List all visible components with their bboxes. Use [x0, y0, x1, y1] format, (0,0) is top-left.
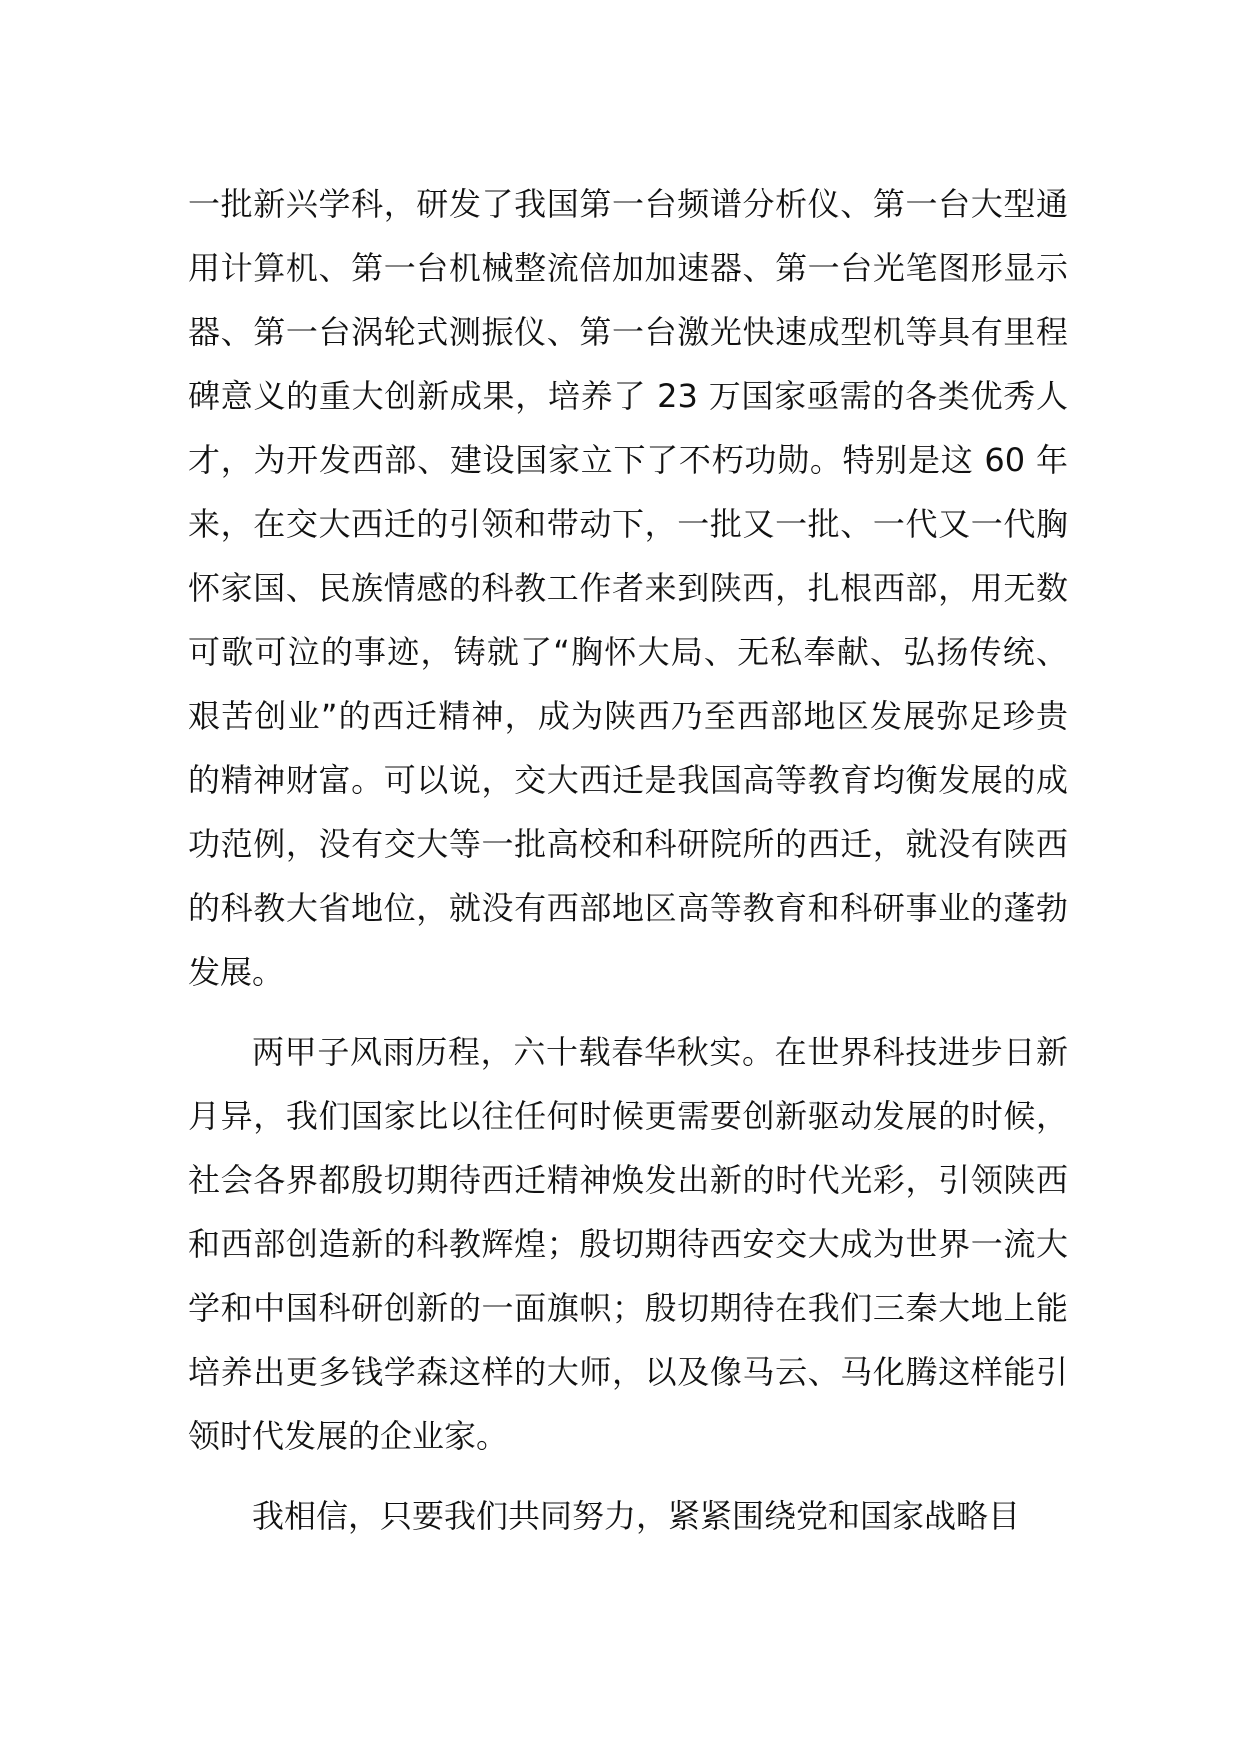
paragraph-1: 一批新兴学科，研发了我国第一台频谱分析仪、第一台大型通用计算机、第一台机械整流倍加加速器、第一台光笔图形显示器、第一台涡轮式测振仪、第一台激光快速成型机等具有里程碑意义的重大创新成果，培养了 23 万国家亟需的各类优秀人才，为开发西部、建设国家立下了不朽功勋。特别是这 60 年来，在交大西迁的引领和带动下，一批又一批、一代又一代胸怀家国、民族情感的科教工作者来到陕西，扎根西部，用无数可歌可泣的事迹，铸就了“胸怀大局、无私奉献、弘扬传统、艰苦创业”的西迁精神，成为陕西乃至西部地区发展弥足珍贵的精神财富。可以说，交大西迁是我国高等教育均衡发展的成功范例，没有交大等一批高校和科研院所的西迁，就没有陕西的科教大省地位，就没有西部地区高等教育和科研事业的蓬勃发展。: [188, 185, 1068, 991]
body-text: [188, 172, 1068, 1548]
paragraph-2: 两甲子风雨历程，六十载春华秋实。在世界科技进步日新月异，我们国家比以往任何时候更需要创新驱动发展的时候，社会各界都殷切期待西迁精神焕发出新的时代光彩，引领陕西和西部创造新的科教辉煌；殷切期待西安交大成为世界一流大学和中国科研创新的一面旗帜；殷切期待在我们三秦大地上能培养出更多钱学森这样的大师，以及像马云、马化腾这样能引领时代发展的企业家。: [188, 1033, 1068, 1455]
paragraph-3: 我相信，只要我们共同努力，紧紧围绕党和国家战略目: [252, 1497, 1021, 1535]
